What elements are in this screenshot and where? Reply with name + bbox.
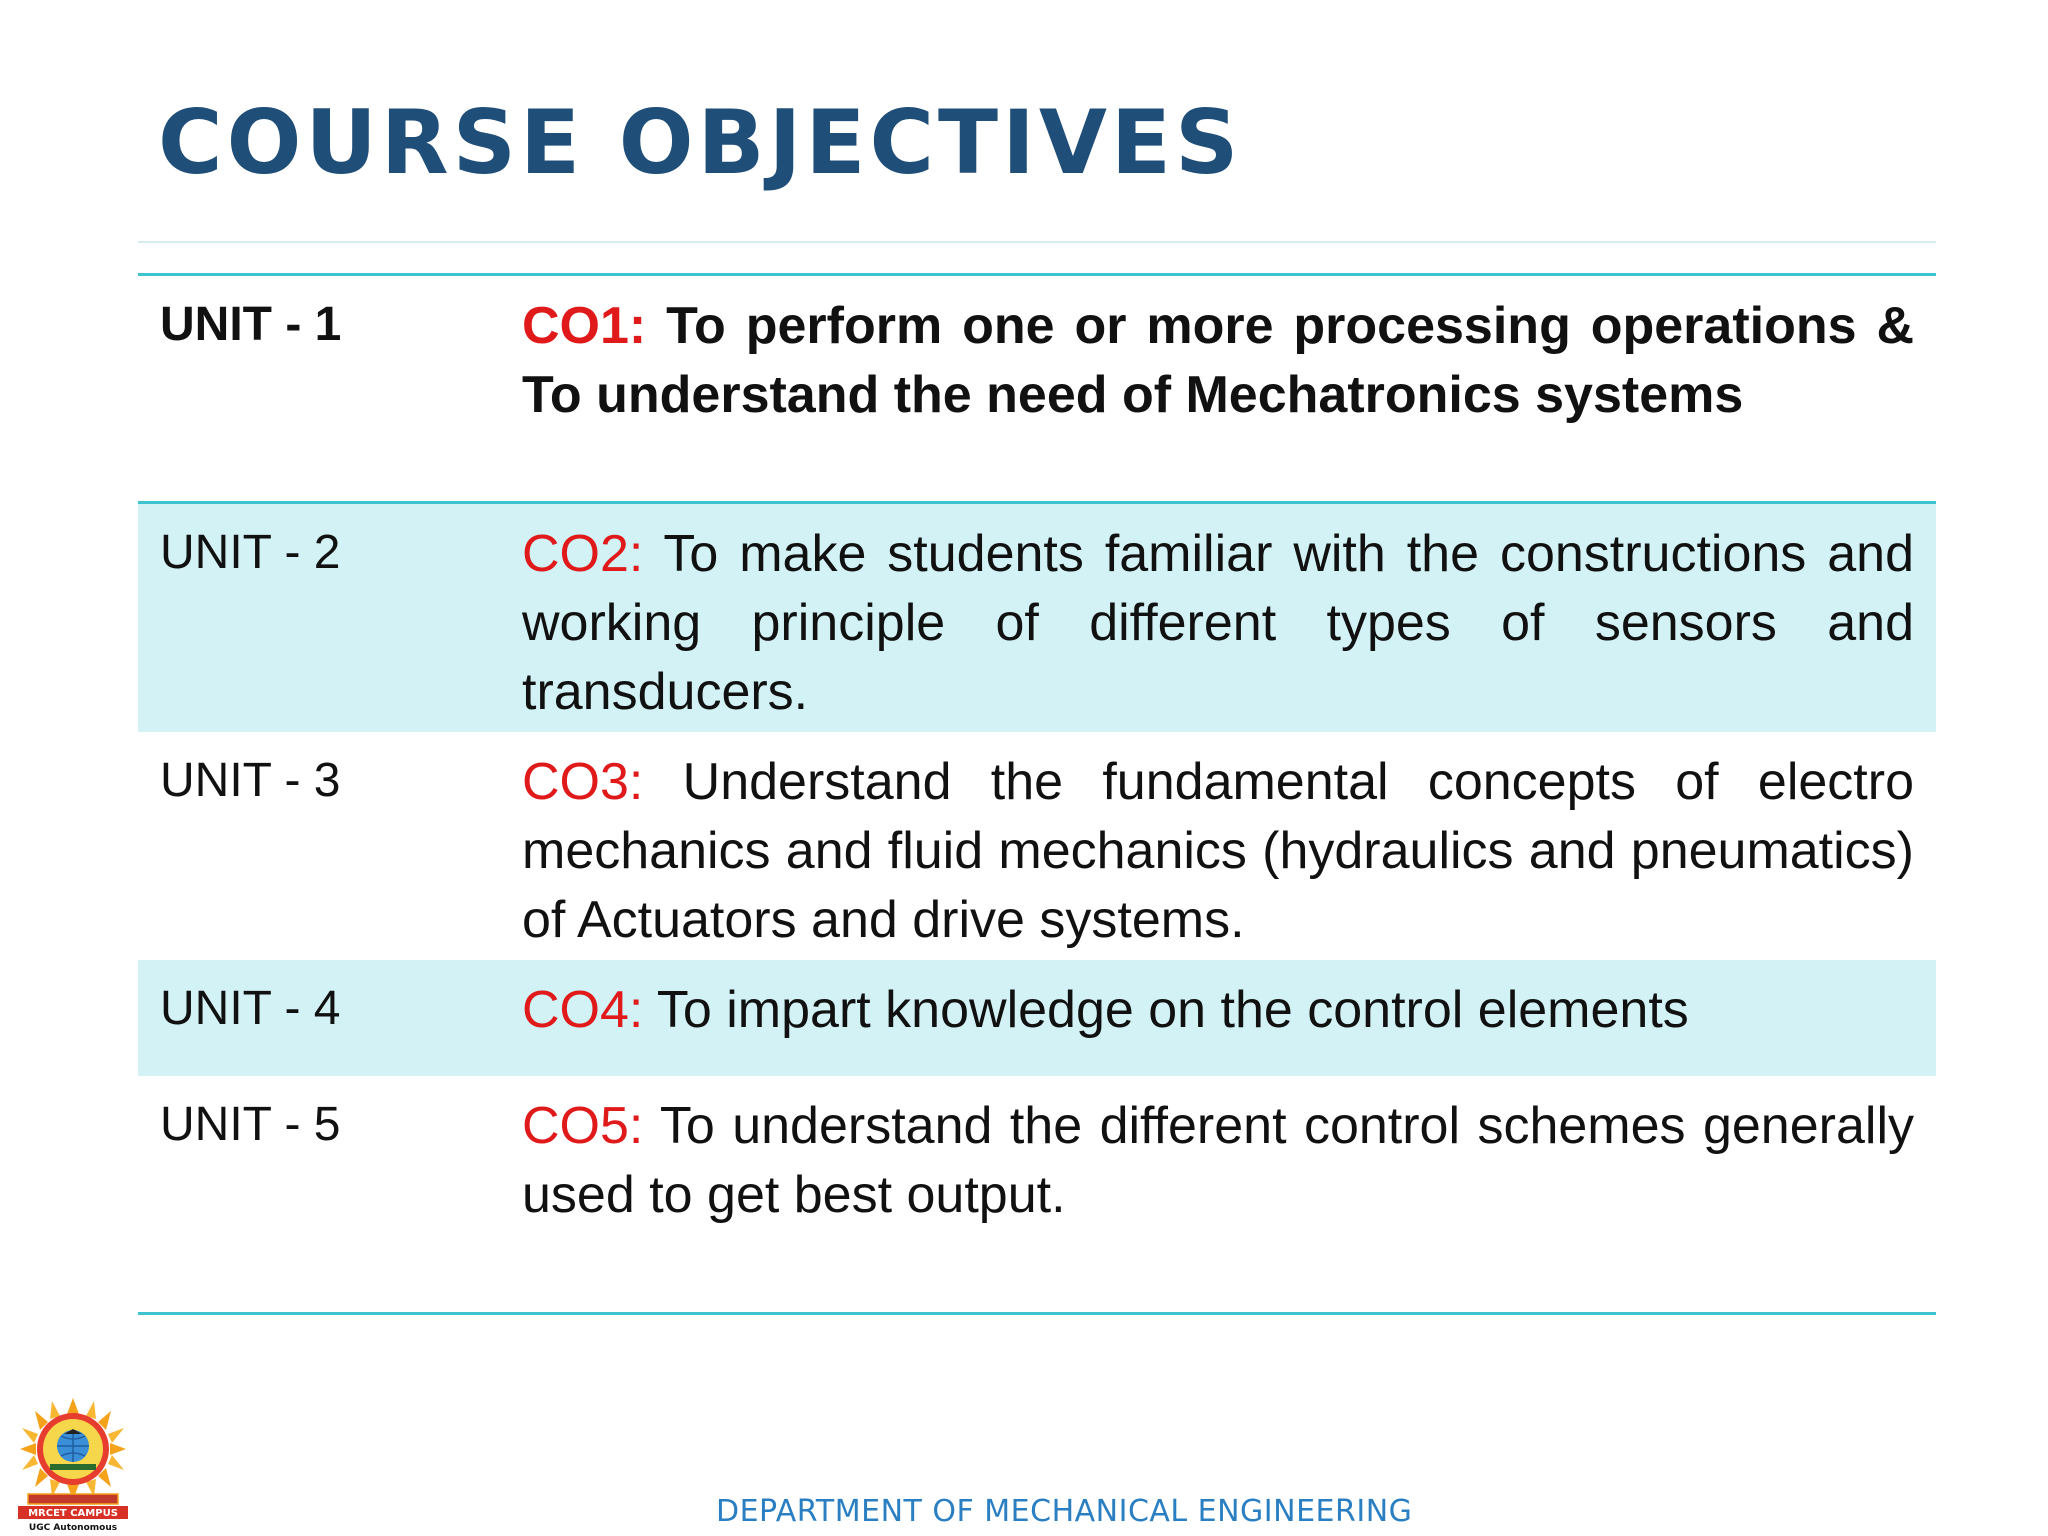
co-label: CO1:: [522, 297, 647, 355]
unit-label: UNIT - 4: [138, 960, 500, 1076]
objective-body: To make students familiar with the constructions and working principle of different types of sensors and transducers.: [522, 525, 1914, 721]
objective-body: To impart knowledge on the control elements: [643, 981, 1689, 1039]
objective-text: [500, 504, 1936, 732]
mrcet-logo: [14, 1396, 132, 1532]
co-label: CO4:: [522, 981, 644, 1039]
title-divider: [138, 241, 1936, 243]
co-label: CO5:: [522, 1097, 644, 1155]
table-row: [138, 732, 1936, 960]
slide-title: COURSE OBJECTIVES: [158, 91, 1243, 194]
logo-motto-ribbon: [28, 1494, 118, 1504]
objective-body: Understand the fundamental concepts of electro mechanics and fluid mechanics (hydraulics and pneumatics) of Actuators and drive systems.: [522, 753, 1914, 949]
unit-label: UNIT - 1: [160, 298, 342, 351]
objective-text: [500, 960, 1936, 1076]
objective-body: To understand the different control schemes generally used to get best output.: [522, 1097, 1914, 1224]
logo-name-text: MRCET CAMPUS: [28, 1508, 118, 1519]
logo-subtitle-text: UGC Autonomous: [28, 1523, 118, 1532]
unit-label: UNIT - 3: [160, 754, 341, 807]
table-row: [138, 960, 1936, 1076]
table-row: [138, 1076, 1936, 1312]
objective-text: [500, 1076, 1936, 1312]
co-label: CO3:: [522, 753, 644, 811]
footer-department: DEPARTMENT OF MECHANICAL ENGINEERING: [716, 1494, 1413, 1529]
table-row: [138, 276, 1936, 504]
unit-label: UNIT - 5: [160, 1098, 341, 1151]
objective-body: To perform one or more processing operations & To understand the need of Mechatronics systems: [522, 297, 1914, 424]
table-row: [138, 504, 1936, 732]
logo-book-icon: [50, 1464, 96, 1470]
objective-text: [500, 276, 1936, 501]
objectives-table: [138, 273, 1936, 1315]
objective-text: [500, 732, 1936, 960]
co-label: CO2:: [522, 525, 644, 583]
unit-label: UNIT - 2: [138, 504, 500, 732]
